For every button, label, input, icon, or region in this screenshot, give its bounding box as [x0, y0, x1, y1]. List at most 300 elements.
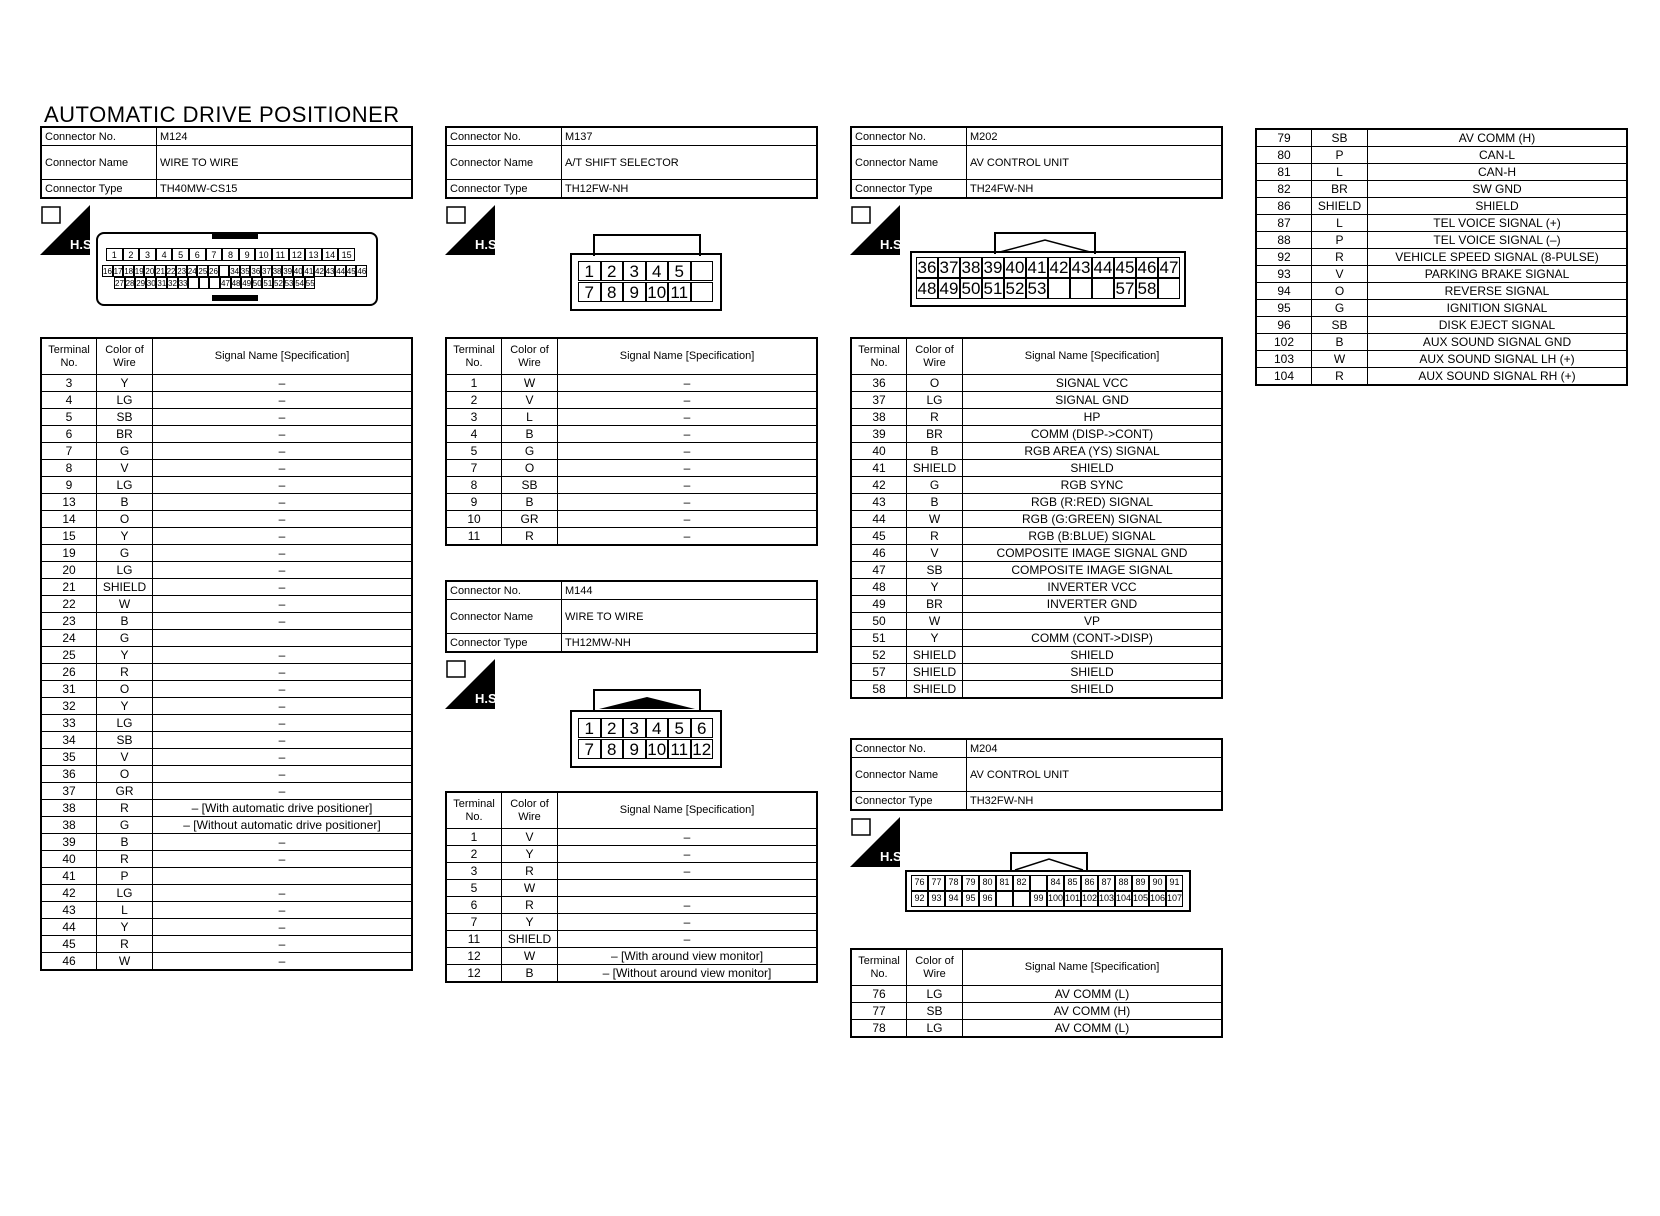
table-row — [41, 936, 412, 953]
terminal-cell: 102 — [1256, 334, 1312, 351]
terminal-cell: 77 — [851, 1003, 907, 1020]
table-row — [446, 880, 817, 897]
table-row — [446, 528, 817, 546]
connector-pin: 2 — [601, 261, 624, 281]
terminal-cell: 40 — [41, 851, 97, 868]
signal-cell: – — [153, 375, 413, 392]
connector-lock — [1010, 852, 1088, 872]
color-cell: SB — [907, 1003, 963, 1020]
terminal-cell: 93 — [1256, 266, 1312, 283]
m204-terminal-table — [850, 948, 1223, 1038]
color-cell: O — [1312, 283, 1368, 300]
connector-pin: 51 — [263, 279, 273, 288]
table-row — [851, 460, 1222, 477]
table-row — [851, 1003, 1222, 1020]
color-cell: Y — [97, 698, 153, 715]
terminal-cell: 42 — [851, 477, 907, 494]
table-row — [851, 528, 1222, 545]
connector-pin: 48 — [917, 279, 937, 298]
hs-label: H.S. — [880, 849, 906, 864]
connector-pin — [209, 277, 220, 289]
color-cell: R — [97, 664, 153, 681]
signal-header: Signal Name [Specification] — [963, 338, 1223, 375]
connector-pin: 88 — [1115, 875, 1132, 891]
connector-m137-face — [570, 253, 722, 311]
table-row — [446, 948, 817, 965]
table-row — [41, 596, 412, 613]
color-cell: P — [97, 868, 153, 885]
terminal-cell: 96 — [1256, 317, 1312, 334]
signal-cell: – — [153, 936, 413, 953]
table-row — [1256, 317, 1627, 334]
conn-no-label: Connector No. — [851, 127, 967, 146]
color-header: Color of Wire — [97, 338, 153, 375]
color-cell: P — [1312, 147, 1368, 164]
color-cell: G — [97, 630, 153, 647]
connector-pin: 2 — [601, 718, 624, 738]
terminal-cell: 23 — [41, 613, 97, 630]
terminal-cell: 12 — [446, 965, 502, 983]
terminal-cell: 44 — [851, 511, 907, 528]
color-cell: R — [1312, 249, 1368, 266]
color-header: Color of Wire — [907, 949, 963, 986]
conn-name-value: WIRE TO WIRE — [562, 600, 818, 634]
terminal-cell: 82 — [1256, 181, 1312, 198]
m124-terminal-table — [40, 337, 413, 971]
terminal-cell: 40 — [851, 443, 907, 460]
connector-pin: 11 — [668, 739, 691, 759]
connector-pin: 8 — [601, 739, 624, 759]
connector-pin: 4 — [156, 248, 173, 261]
terminal-cell: 45 — [41, 936, 97, 953]
connector-pin: 22 — [166, 267, 176, 276]
connector-pin: 7 — [578, 282, 601, 302]
color-cell: B — [97, 613, 153, 630]
conn-type-label: Connector Type — [41, 180, 157, 199]
terminal-cell: 80 — [1256, 147, 1312, 164]
terminal-cell: 7 — [41, 443, 97, 460]
terminal-cell: 20 — [41, 562, 97, 579]
connector-pin: 26 — [209, 267, 218, 276]
terminal-cell: 8 — [446, 477, 502, 494]
terminal-cell: 103 — [1256, 351, 1312, 368]
connector-pin: 20 — [145, 267, 155, 276]
table-row — [41, 545, 412, 562]
connector-pin: 49 — [939, 279, 959, 298]
table-row — [851, 647, 1222, 664]
table-row — [851, 443, 1222, 460]
conn-name-value: A/T SHIFT SELECTOR — [562, 146, 818, 180]
terminal-cell: 7 — [446, 914, 502, 931]
signal-cell: SHIELD — [963, 647, 1223, 664]
table-row — [41, 562, 412, 579]
conn-no-label: Connector No. — [446, 127, 562, 146]
signal-cell: REVERSE SIGNAL — [1368, 283, 1628, 300]
table-row — [41, 426, 412, 443]
connector-pin: 7 — [206, 248, 223, 261]
connector-pin: 106 — [1149, 891, 1166, 907]
color-cell: SHIELD — [907, 664, 963, 681]
signal-cell: – — [558, 863, 818, 880]
connector-pin — [996, 891, 1013, 907]
color-cell: R — [97, 936, 153, 953]
table-row — [41, 817, 412, 834]
connector-pin: 11 — [272, 248, 289, 261]
table-row — [41, 698, 412, 715]
terminal-cell: 31 — [41, 681, 97, 698]
signal-cell: – — [153, 698, 413, 715]
table-row — [851, 392, 1222, 409]
connector-pin: 103 — [1098, 891, 1115, 907]
table-row — [41, 477, 412, 494]
connector-pin: 1 — [578, 718, 601, 738]
signal-cell: – [With around view monitor] — [558, 948, 818, 965]
color-cell: BR — [907, 426, 963, 443]
color-cell: LG — [97, 562, 153, 579]
table-row — [851, 596, 1222, 613]
color-cell: SHIELD — [502, 931, 558, 948]
connector-m144-face — [570, 710, 722, 768]
connector-pin: 46 — [1137, 258, 1157, 277]
harness-side-icon — [40, 205, 96, 255]
terminal-cell: 24 — [41, 630, 97, 647]
signal-cell: – — [558, 897, 818, 914]
connector-pin — [1013, 891, 1030, 907]
table-row — [1256, 368, 1627, 386]
terminal-cell: 36 — [41, 766, 97, 783]
signal-cell: – — [153, 783, 413, 800]
conn-no-value: M202 — [967, 127, 1223, 146]
connector-pin: 4 — [646, 261, 669, 281]
terminal-cell: 4 — [446, 426, 502, 443]
connector-pin: 12 — [289, 248, 306, 261]
connector-pin: 40 — [293, 267, 303, 276]
table-row — [41, 392, 412, 409]
table-row — [446, 375, 817, 392]
signal-cell: AUX SOUND SIGNAL GND — [1368, 334, 1628, 351]
connector-pin: 34 — [230, 267, 240, 276]
color-cell: GR — [97, 783, 153, 800]
color-cell: R — [97, 800, 153, 817]
table-row — [446, 494, 817, 511]
color-cell: L — [1312, 215, 1368, 232]
table-row — [446, 914, 817, 931]
connector-pin: 21 — [156, 267, 165, 276]
connector-pin: 53 — [1027, 279, 1047, 298]
connector-pin: 6 — [189, 248, 206, 261]
connector-pin: 51 — [983, 279, 1003, 298]
color-cell: O — [502, 460, 558, 477]
signal-cell: – — [558, 914, 818, 931]
connector-pin: 99 — [1030, 891, 1047, 907]
table-row — [41, 681, 412, 698]
connector-pin: 104 — [1115, 891, 1132, 907]
table-row — [851, 579, 1222, 596]
connector-pin: 78 — [945, 875, 962, 891]
table-row — [41, 834, 412, 851]
signal-cell: – [Without around view monitor] — [558, 965, 818, 983]
signal-cell: – — [153, 426, 413, 443]
terminal-cell: 81 — [1256, 164, 1312, 181]
signal-cell: COMPOSITE IMAGE SIGNAL GND — [963, 545, 1223, 562]
connector-pin: 48 — [231, 279, 241, 288]
connector-m204 — [850, 738, 1223, 867]
table-row — [41, 902, 412, 919]
color-cell: W — [502, 375, 558, 392]
signal-cell: – — [558, 846, 818, 863]
table-row — [41, 732, 412, 749]
signal-cell: – — [153, 579, 413, 596]
conn-no-label: Connector No. — [851, 739, 967, 758]
connector-pin: 12 — [692, 740, 712, 759]
conn-name-label: Connector Name — [851, 758, 967, 792]
connector-pin: 5 — [668, 261, 691, 281]
conn-type-value: TH24FW-NH — [967, 180, 1223, 199]
signal-cell: – — [558, 392, 818, 409]
table-row — [446, 409, 817, 426]
color-cell: W — [97, 596, 153, 613]
signal-cell — [153, 868, 413, 885]
terminal-cell: 45 — [851, 528, 907, 545]
conn-type-label: Connector Type — [446, 180, 562, 199]
connector-info — [850, 738, 1223, 811]
signal-cell: RGB AREA (YS) SIGNAL — [963, 443, 1223, 460]
color-cell: W — [1312, 351, 1368, 368]
connector-pin: 43 — [1071, 258, 1091, 277]
color-cell: SHIELD — [97, 579, 153, 596]
connector-pin: 27 — [115, 279, 124, 288]
conn-type-label: Connector Type — [851, 180, 967, 199]
color-cell: Y — [97, 528, 153, 545]
conn-no-value: M204 — [967, 739, 1223, 758]
table-row — [851, 986, 1222, 1003]
connector-pin: 107 — [1166, 891, 1183, 907]
color-cell: V — [97, 460, 153, 477]
signal-cell: HP — [963, 409, 1223, 426]
connector-pin: 102 — [1081, 891, 1098, 907]
color-cell: SB — [502, 477, 558, 494]
table-row — [41, 494, 412, 511]
signal-cell: – — [153, 409, 413, 426]
conn-type-label: Connector Type — [446, 634, 562, 653]
table-row — [1256, 351, 1627, 368]
table-row — [41, 885, 412, 902]
signal-cell: – — [153, 732, 413, 749]
signal-cell: SHIELD — [963, 664, 1223, 681]
connector-pin: 101 — [1064, 891, 1081, 907]
conn-no-value: M144 — [562, 581, 818, 600]
connector-pin: 8 — [222, 248, 239, 261]
table-row — [41, 783, 412, 800]
connector-pin — [1070, 278, 1092, 299]
signal-cell: AV COMM (H) — [963, 1003, 1223, 1020]
conn-name-label: Connector Name — [851, 146, 967, 180]
color-cell: V — [502, 392, 558, 409]
table-row — [1256, 300, 1627, 317]
connector-pin: 82 — [1013, 875, 1030, 891]
table-row — [851, 1020, 1222, 1038]
color-cell: SHIELD — [1312, 198, 1368, 215]
table-row — [851, 613, 1222, 630]
terminal-cell: 5 — [446, 443, 502, 460]
connector-pin: 81 — [996, 875, 1013, 891]
color-cell: B — [502, 965, 558, 983]
connector-pin: 13 — [305, 248, 322, 261]
table-row — [446, 897, 817, 914]
connector-pin: 6 — [691, 718, 714, 738]
connector-pin: 95 — [962, 891, 979, 907]
table-row — [851, 664, 1222, 681]
table-row — [851, 681, 1222, 699]
terminal-cell: 79 — [1256, 129, 1312, 147]
terminal-cell: 37 — [851, 392, 907, 409]
connector-pin: 54 — [295, 279, 305, 288]
terminal-cell: 78 — [851, 1020, 907, 1038]
color-cell: SB — [97, 409, 153, 426]
connector-pin — [199, 277, 210, 289]
color-cell: LG — [907, 986, 963, 1003]
terminal-cell: 41 — [851, 460, 907, 477]
color-cell: O — [97, 766, 153, 783]
color-cell: R — [502, 528, 558, 546]
terminal-cell: 10 — [446, 511, 502, 528]
signal-cell: – — [153, 545, 413, 562]
color-cell: R — [97, 851, 153, 868]
signal-cell: SIGNAL VCC — [963, 375, 1223, 392]
connector-pin: 91 — [1166, 875, 1183, 891]
color-cell: O — [907, 375, 963, 392]
terminal-cell: 11 — [446, 528, 502, 546]
connector-pin: 41 — [304, 267, 314, 276]
harness-side-icon — [850, 205, 906, 255]
table-row — [41, 443, 412, 460]
color-cell: BR — [97, 426, 153, 443]
table-row — [41, 579, 412, 596]
table-row — [851, 630, 1222, 647]
table-row — [41, 613, 412, 630]
connector-pin: 2 — [123, 248, 140, 261]
color-cell: SB — [97, 732, 153, 749]
color-header: Color of Wire — [907, 338, 963, 375]
connector-pin: 52 — [274, 279, 283, 288]
signal-cell: – — [558, 829, 818, 846]
signal-cell: – — [153, 562, 413, 579]
conn-no-value: M124 — [157, 127, 413, 146]
conn-type-value: TH32FW-NH — [967, 792, 1223, 811]
signal-cell: COMM (CONT->DISP) — [963, 630, 1223, 647]
connector-pin: 92 — [911, 891, 928, 907]
conn-name-label: Connector Name — [446, 146, 562, 180]
table-row — [1256, 232, 1627, 249]
terminal-cell: 38 — [41, 800, 97, 817]
connector-pin: 80 — [979, 875, 996, 891]
connector-m202-face — [910, 251, 1186, 307]
signal-cell: – — [153, 766, 413, 783]
color-cell: W — [502, 880, 558, 897]
color-cell: Y — [97, 375, 153, 392]
table-row — [446, 460, 817, 477]
terminal-cell: 76 — [851, 986, 907, 1003]
signal-cell: CAN-L — [1368, 147, 1628, 164]
connector-pin: 35 — [240, 267, 250, 276]
connector-pin: 85 — [1064, 875, 1081, 891]
color-cell: Y — [907, 579, 963, 596]
color-cell: G — [502, 443, 558, 460]
conn-no-label: Connector No. — [446, 581, 562, 600]
conn-no-label: Connector No. — [41, 127, 157, 146]
terminal-cell: 8 — [41, 460, 97, 477]
table-row — [851, 426, 1222, 443]
color-cell: W — [907, 511, 963, 528]
connector-pin: 46 — [357, 267, 367, 276]
signal-cell: RGB (B:BLUE) SIGNAL — [963, 528, 1223, 545]
signal-cell: – — [558, 528, 818, 546]
connector-pin — [1030, 875, 1047, 891]
connector-info — [850, 126, 1223, 199]
color-cell: O — [97, 681, 153, 698]
terminal-cell: 104 — [1256, 368, 1312, 386]
table-row — [41, 664, 412, 681]
conn-name-label: Connector Name — [41, 146, 157, 180]
table-row — [41, 715, 412, 732]
connector-pin: 37 — [939, 258, 959, 277]
connector-pin: 41 — [1027, 258, 1047, 277]
connector-pin: 9 — [623, 739, 646, 759]
connector-pin: 7 — [578, 739, 601, 759]
connector-pin: 45 — [346, 267, 356, 276]
connector-pin — [691, 261, 714, 281]
table-row — [851, 409, 1222, 426]
table-row — [851, 545, 1222, 562]
terminal-cell: 3 — [446, 409, 502, 426]
signal-header: Signal Name [Specification] — [558, 792, 818, 829]
table-row — [446, 443, 817, 460]
signal-cell: AV COMM (H) — [1368, 129, 1628, 147]
terminal-cell: 49 — [851, 596, 907, 613]
color-header: Color of Wire — [502, 792, 558, 829]
connector-pin: 40 — [1005, 258, 1025, 277]
table-row — [446, 511, 817, 528]
table-row — [41, 647, 412, 664]
terminal-header: Terminal No. — [446, 338, 502, 375]
signal-cell: – — [153, 664, 413, 681]
connector-pin: 39 — [983, 258, 1003, 277]
terminal-cell: 6 — [41, 426, 97, 443]
table-row — [41, 460, 412, 477]
table-row — [1256, 249, 1627, 266]
terminal-cell: 92 — [1256, 249, 1312, 266]
terminal-cell: 5 — [446, 880, 502, 897]
table-row — [851, 477, 1222, 494]
terminal-header: Terminal No. — [851, 338, 907, 375]
signal-cell: – — [153, 511, 413, 528]
connector-pin: 18 — [124, 267, 134, 276]
connector-pin: 5 — [172, 248, 189, 261]
connector-pin: 16 — [103, 267, 112, 276]
table-row — [851, 562, 1222, 579]
color-cell: Y — [97, 647, 153, 664]
table-row — [1256, 334, 1627, 351]
signal-cell: – — [153, 885, 413, 902]
connector-pin: 4 — [646, 718, 669, 738]
signal-cell: SIGNAL GND — [963, 392, 1223, 409]
terminal-cell: 7 — [446, 460, 502, 477]
color-cell: R — [1312, 368, 1368, 386]
terminal-cell: 4 — [41, 392, 97, 409]
table-row — [851, 375, 1222, 392]
signal-cell: – — [153, 392, 413, 409]
terminal-header: Terminal No. — [851, 949, 907, 986]
